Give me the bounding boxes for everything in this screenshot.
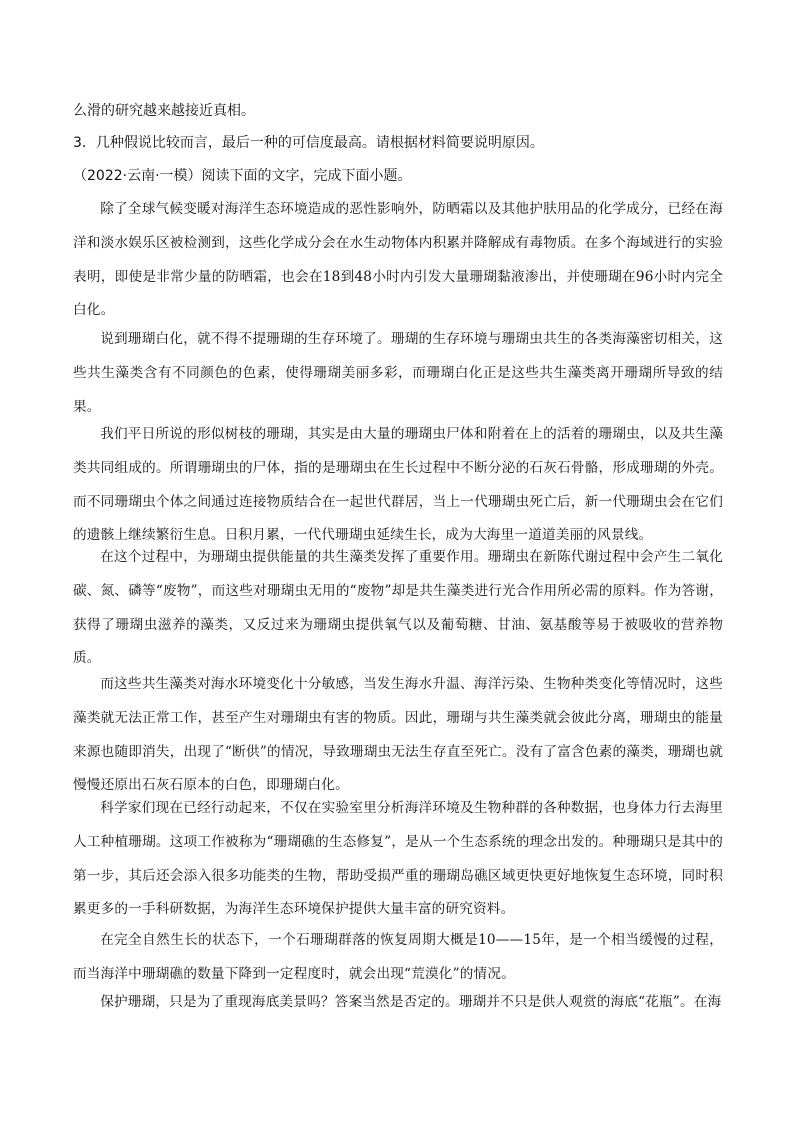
body-paragraph-8: 保护珊瑚，只是为了重现海底美景吗？答案当然是否定的。珊瑚并不只是供人观赏的海底“花瓶”。在海: [100, 994, 722, 1010]
body-paragraph-7: 在完全自然生长的状态下，一个石珊瑚群落的恢复周期大概是10——15年，是一个相当缓慢的过程，而当海洋中珊瑚礁的数量下降到一定程度时，就会出现“荒漠化”的情况。: [73, 932, 723, 982]
body-paragraph-5: 而这些共生藻类对海水环境变化十分敏感，当发生海水升温、海洋污染、生物种类变化等情况时，这些藻类就无法正常工作，甚至产生对珊瑚虫有害的物质。因此，珊瑚与共生藻类就会彼此分离，珊瑚虫的能量来源也随即消失，出现了“断供”的情况，导致珊瑚虫无法生存直至死亡。没有了富含色素的藻类，珊瑚也就慢慢还原出石灰石原本的白色，即珊瑚白化。: [73, 676, 723, 794]
body-paragraph-4: 在这个过程中，为珊瑚虫提供能量的共生藻类发挥了重要作用。珊瑚虫在新陈代谢过程中会产生二氧化碳、氮、磷等“废物”，而这些对珊瑚虫无用的“废物”却是共生藻类进行光合作用所必需的原料。作为答谢，获得了珊瑚虫滋养的藻类，又反过来为珊瑚虫提供氧气以及葡萄糖、甘油、氨基酸等易于被吸收的营养物质。: [73, 549, 723, 667]
question-3: 3．几种假说比较而言，最后一种的可信度最高。请根据材料简要说明原因。: [73, 135, 544, 151]
body-paragraph-3: 我们平日所说的形似树枝的珊瑚，其实是由大量的珊瑚虫尸体和附着在上的活着的珊瑚虫，以及共生藻类共同组成的。所谓珊瑚虫的尸体，指的是珊瑚虫在生长过程中不断分泌的石灰石骨骼，形成珊瑚的外壳。而不同珊瑚虫个体之间通过连接物质结合在一起世代群居，当上一代珊瑚虫死亡后，新一代珊瑚虫会在它们的遗骸上继续繁衍生息。日积月累，一代代珊瑚虫延续生长，成为大海里一道道美丽的风景线。: [73, 426, 723, 544]
body-paragraph-6: 科学家们现在已经行动起来，不仅在实验室里分析海洋环境及生物种群的各种数据，也身体力行去海里人工种植珊瑚。这项工作被称为“珊瑚礁的生态修复”，是从一个生态系统的理念出发的。种珊瑚只是其中的第一步，其后还会添入很多功能类的生物，帮助受损严重的珊瑚岛礁区域更快更好地恢复生态环境，同时积累更多的一手科研数据，为海洋生态环境保护提供大量丰富的研究资料。: [73, 800, 723, 918]
source-intro: （2022·云南·一模）阅读下面的文字，完成下面小题。: [73, 168, 412, 184]
previous-answer-tail: 么滑的研究越来越接近真相。: [73, 103, 255, 119]
body-paragraph-2: 说到珊瑚白化，就不得不提珊瑚的生存环境了。珊瑚的生存环境与珊瑚虫共生的各类海藻密切相关，这些共生藻类含有不同颜色的色素，使得珊瑚美丽多彩，而珊瑚白化正是这些共生藻类离开珊瑚所导致的结果。: [73, 331, 723, 415]
body-paragraph-1: 除了全球气候变暖对海洋生态环境造成的恶性影响外，防晒霜以及其他护肤用品的化学成分，已经在海洋和淡水娱乐区被检测到，这些化学成分会在水生动物体内积累并降解成有毒物质。在多个海域进行的实验表明，即使是非常少量的防晒霜，也会在18到48小时内引发大量珊瑚黏液渗出，并使珊瑚在96小时内完全白化。: [73, 201, 723, 319]
